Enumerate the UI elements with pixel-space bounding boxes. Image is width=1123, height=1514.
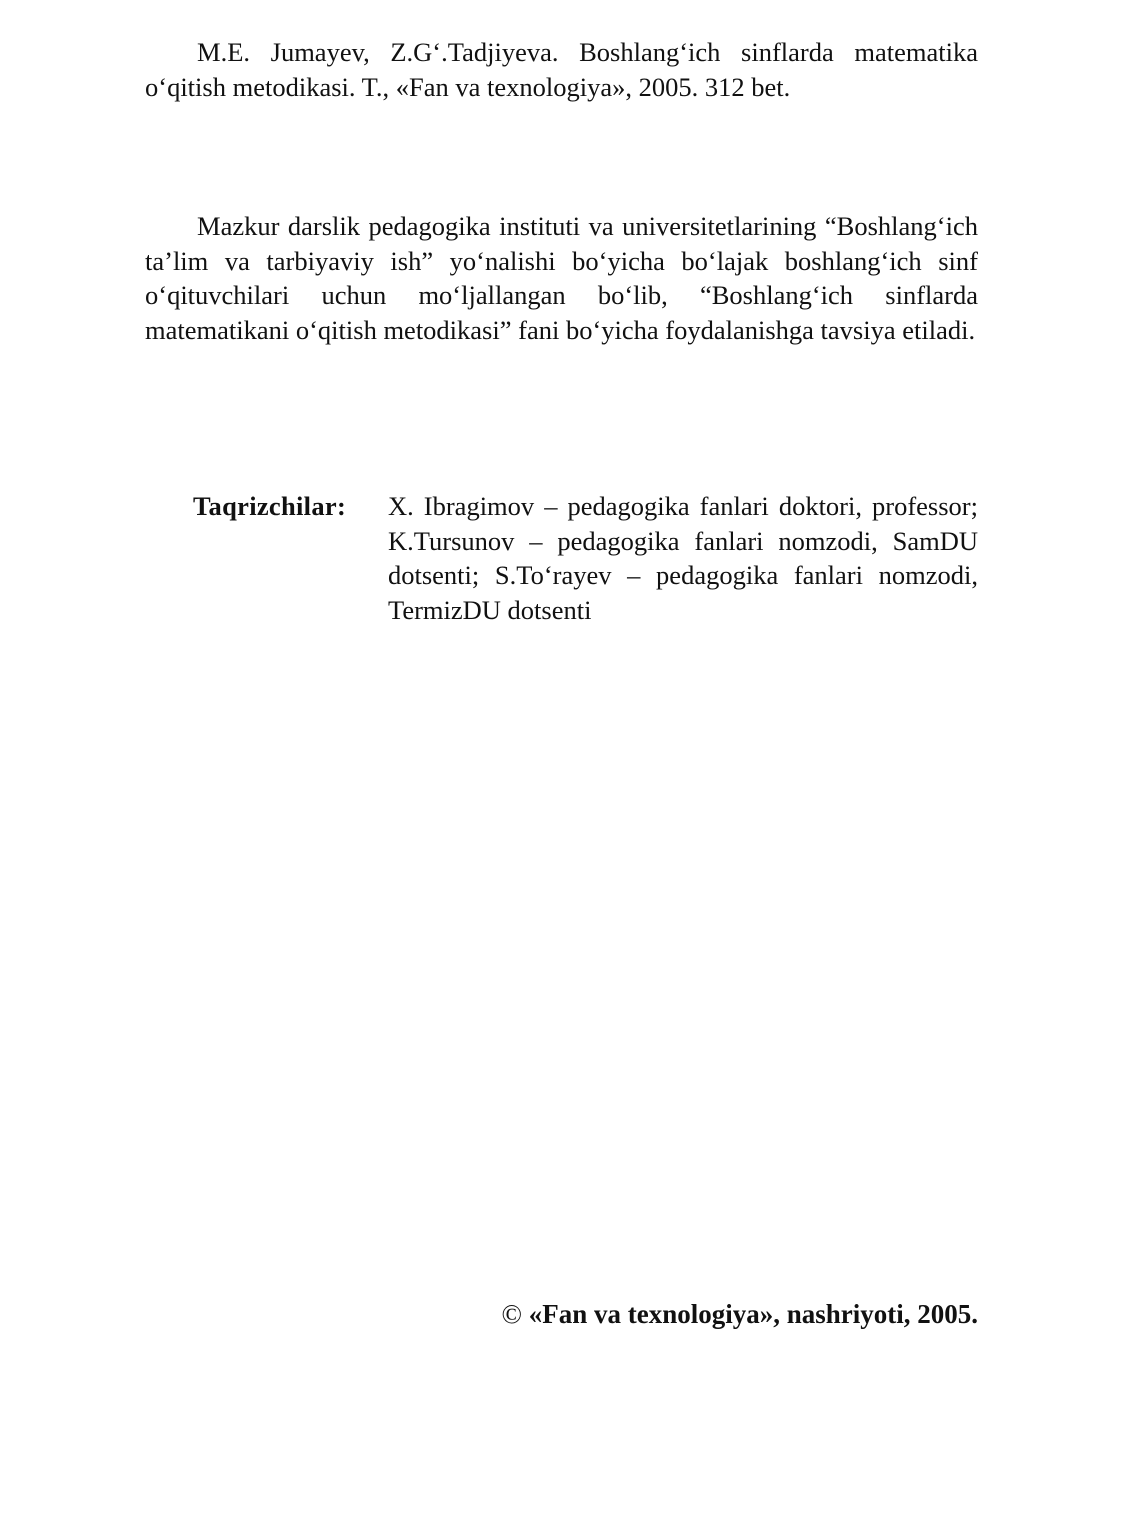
bibliographic-record: M.E. Jumayev, Z.G‘.Tadjiyeva. Boshlang‘ich sinflarda matematika o‘qitish metodikasi. T., «Fan va texnologiya», 2005. 312 bet. [145, 37, 978, 102]
copyright-symbol: © [501, 1299, 522, 1329]
copyright-line [501, 1297, 978, 1331]
book-annotation: Mazkur darslik pedagogika instituti va universitetlarining “Boshlang‘ich ta’lim va tarbiyaviy ish” yo‘nalishi bo‘yicha bo‘lajak boshlang‘ich sinf o‘qituvchilari uchun mo‘ljallangan bo‘lib, “Boshlang‘ich sinflarda matematikani o‘qitish metodikasi” fani bo‘yicha foydalanishga tavsiya etiladi. [145, 211, 978, 345]
reviewers-list: X. Ibragimov – pedagogika fanlari doktori, professor; K.Tursunov – pedagogika fanlari nomzodi, SamDU dotsenti; S.To‘rayev – pedagogika fanlari nomzodi, TermizDU dotsenti [388, 491, 978, 625]
reviewers-block [193, 489, 978, 627]
copyright-text: «Fan va texnologiya», nashriyoti, 2005. [528, 1299, 978, 1329]
reviewers-label: Taqrizchilar: [193, 491, 347, 521]
